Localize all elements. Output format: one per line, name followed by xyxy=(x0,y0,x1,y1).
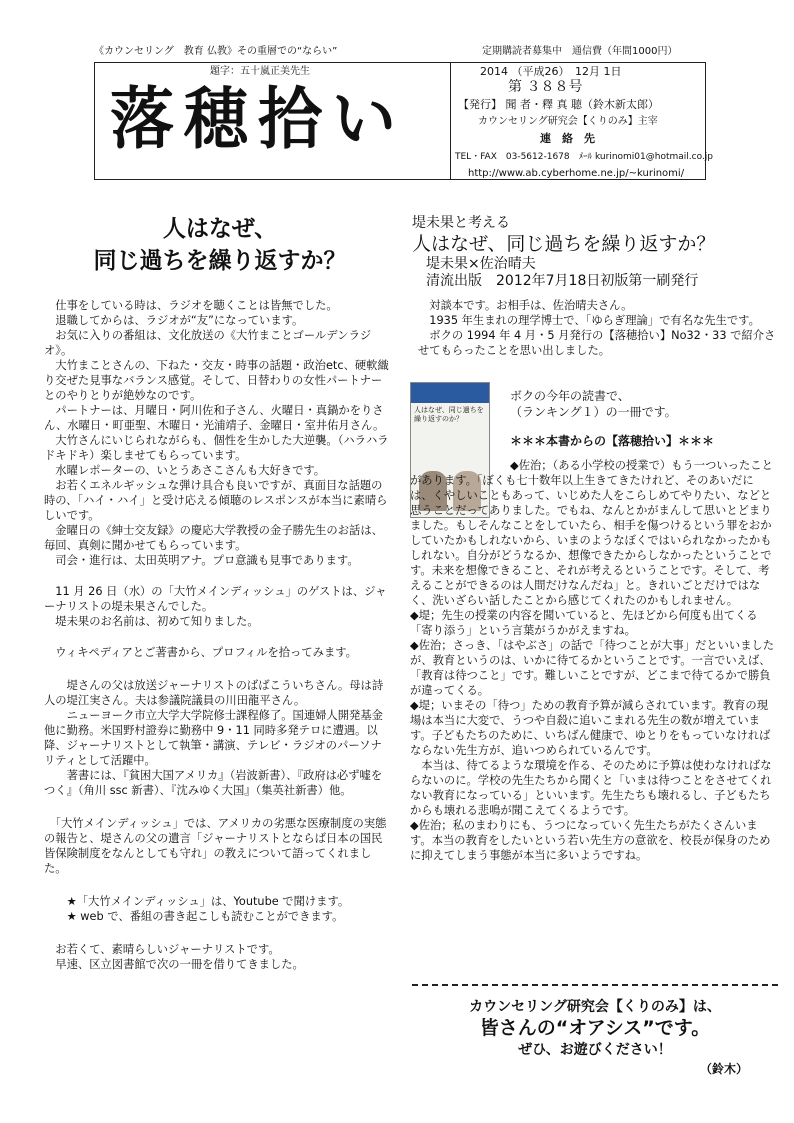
book-publication: 清流出版 2012年7月18日初版第一刷発行 xyxy=(412,273,699,289)
profile-block: 堤さんの父は放送ジャーナリストのばばこういちさん。母は詩人の堤江実さん。夫は参議院議員の川田龍平さん。 ニューヨーク市立大学大学院修士課程修了。国連婦人開発基金他に勤務。米国野村證券に勤務中 9・11 同時多発テロに遭遇。以降、ジャーナリストとして執筆・講演、テレビ・ラジオのパーソナリティとして活躍中。 著書には、『貧困大国アメリカ』（岩波新書）、『政府は必ず嘘をつく』（角川 ssc 新書）、『沈みゆく大国』（集英社新書）他。 xyxy=(44,679,384,797)
book-note xyxy=(510,388,770,420)
footer-message xyxy=(412,998,778,1060)
subscription-notice: 定期購読者募集中 通信費（年間1000円） xyxy=(482,46,678,57)
dashed-divider xyxy=(412,984,778,986)
star-notes: ★「大竹メインディッシュ」は、Youtube で聞けます。 ★ web で、番組の書き起こしも読むことができます。 xyxy=(66,895,350,923)
organization: カウンセリング研究会【くりのみ】主宰 xyxy=(478,116,658,127)
issue-date: 2014 （平成26） 12月 1日 xyxy=(480,65,622,78)
footer-line1: カウンセリング研究会【くりのみ】は、 xyxy=(469,999,721,1015)
right-header xyxy=(412,215,772,290)
left-paragraph: 仕事をしている時は、ラジオを聴くことは皆無でした。 退職してからは、ラジオが“友”になっています。 お気に入りの番組は、文化放送の《大竹まことゴールデンラジオ》。 大竹まことさんの、下ねた・交友・時事の話題・政治etc、硬軟織り交ぜた見事なバランス感覚。そして、日替わりの女性パートナーとのやりとりが絶妙なのです。 パートナーは、月曜日・阿川佐和子さん、火曜日・真鍋かをりさん、水曜日・町亜聖、木曜日・光浦靖子、金曜日・室井佑月さん。 大竹さんにいじられながらも、個性を生かした大逆襲。（ハラハラドキドキ）楽しませてもらっています。 水曜レポーターの、いとうあさこさんも大好きです。 お若くエネルギッシュな弾け具合も良いですが、真面目な話題の時の、「ハイ・ハイ」と受け応える傾聴のレスポンスが本当に素晴らしいです。 金曜日の《紳士交友録》の慶応大学教授の金子勝先生のお話は、毎回、真剣に聞かせてもらっています。 司会・進行は、太田英明アナ。プロ意識も見事であります。 xyxy=(44,299,389,567)
book-authors: 堤未果×佐治晴夫 xyxy=(412,256,536,272)
excerpt-text: ◆佐治；（ある小学校の授業で）もう一ついったことがあります。「ぼくも七十数年以上生きてきたけれど、そのあいだには、くやしいこともあって、いじめた人をこらしめてやりたい、などと思うことだってありました。でもね、なんとかがまんして思いとどまりました。もしそんなことをしていたら、相手を傷つけるという罪をおかしていたかもしれないから、いまのようなぼくではいられなかったかもしれない。自分がどうなるか、想像できたからしなかったということです。未来を想像できること、それが考えるということです。そして、考えることができるのは人間だけなんだね」と。きれいごとだけではなく、洗いざらい話したことから感じてくれたのかもしれません。 ◆堤；先生の授業の内容を聞いていると、先ほどから何度も出てくる「寄り添う」という言葉がうかがえますね。 ◆佐治；さっき、「はやぶさ」の話で「待つことが大事」だといいましたが、教育というのは、いかに待てるかということです。一言でいえば、「教育は待つこと」です。難しいことですが、どこまで待てるかで勝負が違ってくる。 ◆堤；いまその「待つ」ための教育予算が減らされています。教育の現場は本当に大変で、うつや自殺に追いこまれる先生の数が増えています。子どもたちのために、いちばん健康で、ゆとりをもっていなければならない先生方が、追いつめられているんです。 本当は、待てるような環境を作る、そのために予算は使わなければならないのに。学校の先生たちから聞くと「いまは待つことをさせてくれない教育になっている」といいます。先生たちも壊れるし、子どもたちからも壊れる悲鳴が聞こえてくるようです。 ◆佐治；私のまわりにも、うつになっていく先生たちがたくさんいます。本当の教育をしたいという若い先生方の意欲を、校長が保身のために抑えてしまう事態が本当に多いようですね。 xyxy=(410,459,775,862)
book-cover-band xyxy=(411,383,489,403)
calligraphy-credit: 題字：五十嵐正美先生 xyxy=(210,66,310,77)
book-note-text: ボクの今年の読書で、 （ランキング１）の一冊です。 xyxy=(510,389,677,419)
left-paragraph: お若くて、素晴らしいジャーナリストです。 早速、区立図書館で次の一冊を借りてきました。 xyxy=(55,943,304,971)
left-headline xyxy=(40,213,400,277)
header-tagline: 《カウンセリング 教育 仏教》その重層での“ならい” xyxy=(94,46,338,57)
phone-email: TEL・FAX 03-5612-1678 ﾒｰﾙ kurinomi01@hotmail.co.jp xyxy=(455,152,714,162)
right-intro xyxy=(418,298,778,358)
left-paragraph: ウィキペディアとご著書から、プロフィルを拾ってみます。 xyxy=(44,646,357,659)
masthead-title: 落穂拾い xyxy=(110,80,406,159)
footer-line3: ぜひ、お遊びください！ xyxy=(518,1042,672,1058)
website-url[interactable]: http://www.ab.cyberhome.ne.jp/~kurinomi/ xyxy=(468,168,685,179)
publisher: 【発行】 聞 者・釋 真 聴（鈴木新太郎） xyxy=(458,98,659,111)
left-headline-line1: 人はなぜ、 xyxy=(162,216,278,242)
right-kicker: 堤未果と考える xyxy=(412,215,510,231)
right-intro-text: 対談本です。お相手は、佐治晴夫さん。 1935 年生まれの理学博士で、「ゆらぎ理論」で有名な先生です。 ボクの 1994 年 4 月・5 月発行の【落穂拾い】No32・33 で紹介させてもらったことを思い出しました。 xyxy=(418,299,776,357)
footer-line2: 皆さんの“オアシス”です。 xyxy=(479,1017,711,1039)
excerpt-body xyxy=(410,458,776,863)
signature: （鈴木） xyxy=(700,1062,749,1076)
left-paragraph: 11 月 26 日（水）の「大竹メインディッシュ」のゲストは、ジャーナリストの堤未果さんでした。 堤未果のお名前は、初めて知りました。 xyxy=(44,585,387,628)
left-headline-line2: 同じ過ちを繰り返すか？ xyxy=(93,248,347,274)
left-paragraph: 「大竹メインディッシュ」では、アメリカの劣悪な医療制度の実態の報告と、堤さんの父の遺言「ジャーナリストとならば日本の国民皆保険制度をなんとしても守れ」の教えについて語ってくれました。 xyxy=(44,817,387,875)
issue-number: 第 ３８８号 xyxy=(508,79,583,95)
header-divider xyxy=(450,62,451,180)
left-article xyxy=(44,298,390,972)
book-cover-title: 人はなぜ、同じ過ちを繰り返すのか？ xyxy=(414,406,484,423)
right-headline: 人はなぜ、同じ過ちを繰り返すか？ xyxy=(412,233,716,255)
contact-label: 連 絡 先 xyxy=(540,132,595,145)
excerpt-heading: ＊＊＊本書からの【落穂拾い】＊＊＊ xyxy=(510,434,715,448)
